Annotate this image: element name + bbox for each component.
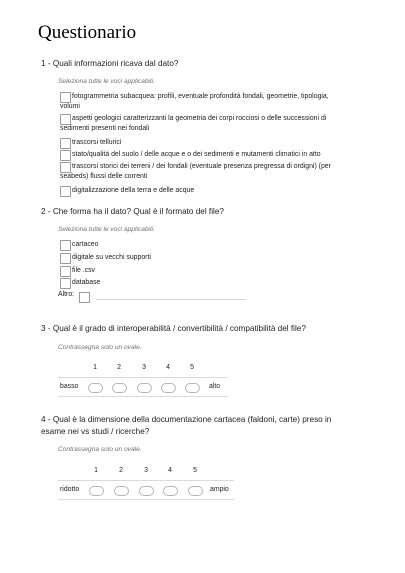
q4-oval-2[interactable] (114, 486, 129, 496)
checkbox[interactable] (60, 266, 71, 277)
q4-scale-number-5: 5 (193, 467, 197, 474)
q4-scale-number-1: 1 (94, 467, 98, 474)
q2-option-database[interactable] (60, 278, 350, 288)
q2-other-text-field[interactable] (96, 299, 246, 300)
option-label: file .csv (72, 267, 95, 274)
q2-option-csv[interactable] (60, 266, 350, 276)
q2-option-digitale[interactable] (60, 253, 350, 263)
checkbox[interactable] (60, 92, 71, 103)
option-label: trascorsi storici dei terreni / dei fondali (eventuale presenza pregressa di ordigni) (per seabeds) flussi delle correnti (60, 163, 331, 180)
q3-high-label: alto (209, 383, 221, 390)
question-3-title: 3 - Qual è il grado di interoperabilità / convertibilità / compatibilità del file? (41, 324, 306, 333)
q3-low-label: basso (60, 383, 79, 390)
checkbox[interactable] (60, 114, 71, 125)
q4-oval-5[interactable] (188, 486, 203, 496)
q4-scale-number-3: 3 (144, 467, 148, 474)
q4-scale-number-2: 2 (119, 467, 123, 474)
q1-option-6[interactable] (60, 186, 350, 196)
option-label: aspetti geologici caratterizzanti la geometria dei corpi rocciosi o delle successioni di sedimenti presenti nei fondali (60, 115, 327, 132)
q3-oval-2[interactable] (112, 383, 127, 393)
q4-scale-bottom-rule (58, 499, 234, 500)
q4-low-label: ridotto (60, 486, 80, 493)
q3-oval-3[interactable] (137, 383, 152, 393)
question-4-title-line-2: esame nei vs studi / ricerche? (41, 427, 150, 436)
q4-scale-number-4: 4 (168, 467, 172, 474)
q1-option-3[interactable] (60, 138, 350, 148)
q3-scale-bottom-rule (58, 396, 228, 397)
q3-scale-number-1: 1 (93, 364, 97, 371)
question-2-hint: Seleziona tutte le voci applicabili. (58, 226, 155, 233)
q1-option-2[interactable] (60, 114, 350, 134)
q3-oval-4[interactable] (161, 383, 176, 393)
q2-option-cartaceo[interactable] (60, 240, 350, 250)
question-4-title-line-1: 4 - Qual è la dimensione della documentazione cartacea (faldoni, carte) preso in (41, 415, 332, 424)
option-label: cartaceo (72, 241, 99, 248)
q3-oval-5[interactable] (185, 383, 200, 393)
q1-option-1[interactable] (60, 92, 350, 112)
q1-option-4[interactable] (60, 150, 350, 160)
q4-high-label: ampio (210, 486, 229, 493)
question-1-hint: Seleziona tutte le voci applicabili. (58, 78, 155, 85)
option-label: digitale su vecchi supporti (72, 254, 151, 261)
checkbox[interactable] (60, 240, 71, 251)
q4-oval-4[interactable] (163, 486, 178, 496)
q4-oval-1[interactable] (89, 486, 104, 496)
q4-oval-3[interactable] (139, 486, 154, 496)
q3-scale-number-3: 3 (142, 364, 146, 371)
option-label: trascorsi tellurici (72, 139, 122, 146)
option-label: stato/qualità del suolo / delle acque e o dei sedimenti e mutamenti climatici in atto (72, 151, 321, 158)
q3-scale-number-4: 4 (166, 364, 170, 371)
question-4-hint: Contrassegna solo un ovale. (58, 446, 142, 453)
form-title: Questionario (38, 22, 137, 43)
checkbox[interactable] (60, 162, 71, 173)
question-2-title: 2 - Che forma ha il dato? Qual è il formato del file? (41, 207, 224, 216)
q4-scale-top-rule (58, 480, 234, 481)
q2-other-label: Altro: (58, 291, 75, 298)
option-label: digitalizzazione della terra e delle acque (72, 187, 195, 194)
option-label: database (72, 279, 101, 286)
option-label: fotogrammetria subacquea: profili, eventuale profondità fondali, geometrie, tipologia, volumi (60, 93, 329, 110)
q3-scale-number-2: 2 (117, 364, 121, 371)
checkbox[interactable] (60, 253, 71, 264)
checkbox[interactable] (60, 150, 71, 161)
question-3-hint: Contrassegna solo un ovale. (58, 344, 142, 351)
q3-oval-1[interactable] (88, 383, 103, 393)
q3-scale-top-rule (58, 377, 228, 378)
q3-scale-number-5: 5 (190, 364, 194, 371)
checkbox[interactable] (60, 138, 71, 149)
question-1-title: 1 - Quali informazioni ricava dal dato? (41, 59, 179, 68)
q2-other-checkbox[interactable] (79, 292, 90, 303)
checkbox[interactable] (60, 186, 71, 197)
q1-option-5[interactable] (60, 162, 350, 182)
checkbox[interactable] (60, 278, 71, 289)
